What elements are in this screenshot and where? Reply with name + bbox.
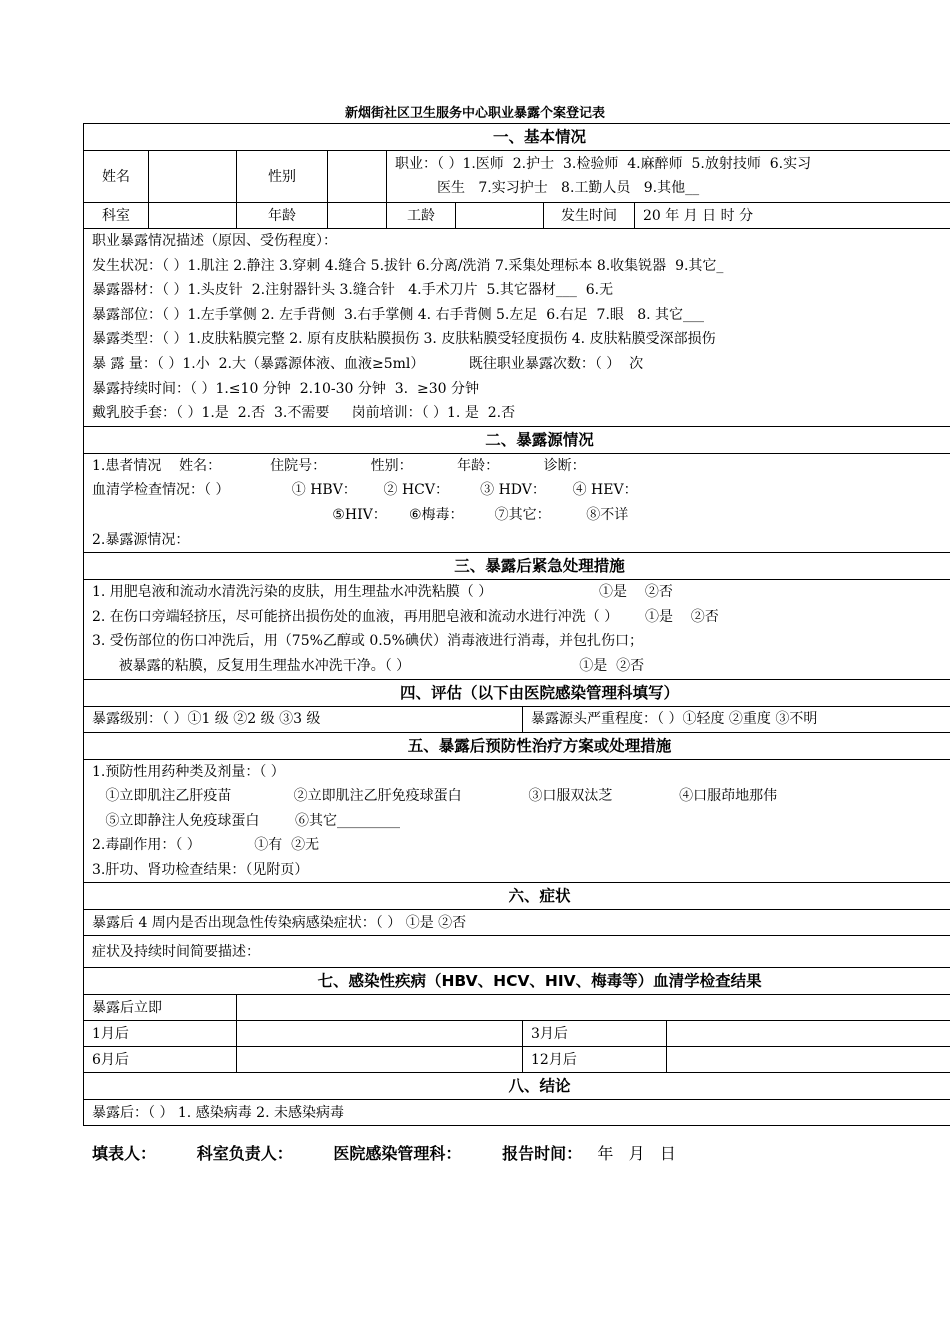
exposure-desc-line: 职业暴露情况描述（原因、受伤程度）：	[92, 233, 337, 249]
time-field[interactable]: 20 年 月 日 时 分	[635, 203, 950, 229]
occupation-cell[interactable]	[387, 151, 950, 203]
month-12-result-field[interactable]	[667, 1047, 950, 1073]
emergency-line-3: 3. 受伤部位的伤口冲洗后，用（75%乙醇或 0.5%碘伏）消毒液进行消毒，并包扎伤口；	[92, 633, 643, 650]
duration-line: 暴露持续时间：（ ）1.≤10 分钟 2.10-30 分钟 3. ≥30 分钟	[92, 380, 480, 397]
filler-label: 填表人：	[92, 1144, 157, 1163]
section-symptoms-heading: 六、症状	[84, 883, 950, 910]
report-date: 年 月 日	[597, 1144, 676, 1163]
section-treatment-heading: 五、暴露后预防性治疗方案或处理措施	[84, 732, 950, 759]
source-severity-field[interactable]: 暴露源头严重程度：（ ）①轻度 ②重度 ③不明	[523, 706, 950, 732]
type-line: 暴露类型：（ ）1.皮肤粘膜完整 2. 原有皮肤粘膜损伤 3. 皮肤粘膜受轻度损伤 4. 皮肤粘膜受深部损伤	[92, 331, 716, 348]
patient-line: 1.患者情况 姓名： 住院号： 性别： 年龄： 诊断：	[92, 457, 586, 474]
emergency-line-1: 1. 用肥皂液和流动水清洗污染的皮肤，用生理盐水冲洗粘膜（ ） ①是 ②否	[92, 584, 673, 601]
serology-line-2: ⑤HIV： ⑥梅毒： ⑦其它： ⑧不详	[92, 506, 629, 523]
month-3-label: 3月后	[523, 1021, 667, 1047]
exposure-detail-block[interactable]	[84, 229, 950, 427]
section-serology-heading: 七、感染性疾病（HBV、HCV、HIV、梅毒等）血清学检查结果	[84, 968, 950, 995]
exposure-level-field[interactable]: 暴露级别：（ ）①1 级 ②2 级 ③3 级	[84, 706, 523, 732]
occupation-line-1: 职业：（ ）1.医师 2.护士 3.检验师 4.麻醉师 5.放射技师 6.实习	[395, 156, 812, 172]
emergency-line-2: 2. 在伤口旁端轻挤压，尽可能挤出损伤处的血液，再用肥皂液和流动水进行冲洗（ ） ①是 ②否	[92, 608, 719, 625]
emergency-block[interactable]	[84, 580, 950, 679]
age-label: 年龄	[237, 203, 328, 229]
month-12-label: 12月后	[523, 1047, 667, 1073]
emergency-line-4: 被暴露的粘膜，反复用生理盐水冲洗干净。（ ） ①是 ②否	[92, 657, 645, 674]
amount-line: 暴 露 量：（ ）1.小 2.大（暴露源体液、血液≥5ml） 既往职业暴露次数：（ ） 次	[92, 355, 644, 372]
month-1-label: 1月后	[84, 1021, 237, 1047]
signature-footer	[92, 1141, 676, 1164]
work-years-label: 工龄	[387, 203, 456, 229]
infection-dept-label: 医院感染管理科：	[333, 1144, 462, 1163]
symptom-description-field[interactable]: 症状及持续时间简要描述：	[84, 936, 950, 968]
month-3-result-field[interactable]	[667, 1021, 950, 1047]
section-assessment-heading: 四、评估（以下由医院感染管理科填写）	[84, 679, 950, 706]
gender-label: 性别	[237, 151, 328, 203]
month-1-result-field[interactable]	[237, 1021, 523, 1047]
treatment-block[interactable]	[84, 759, 950, 883]
work-years-field[interactable]	[456, 203, 544, 229]
drug-options-line-1: ①立即肌注乙肝疫苗 ②立即肌注乙肝免疫球蛋白 ③口服双汰芝 ④口服茚地那伟	[92, 788, 778, 805]
serology-line-1: 血清学检查情况：（ ） ① HBV： ② HCV： ③ HDV： ④ HEV：	[92, 482, 638, 499]
month-6-label: 6月后	[84, 1047, 237, 1073]
registration-form	[83, 123, 895, 1126]
report-time-label: 报告时间：	[502, 1144, 583, 1163]
time-label: 发生时间	[544, 203, 635, 229]
age-field[interactable]	[328, 203, 387, 229]
dept-head-label: 科室负责人：	[196, 1144, 293, 1163]
conclusion-field[interactable]: 暴露后：（ ） 1. 感染病毒 2. 未感染病毒	[84, 1100, 950, 1126]
dept-field[interactable]	[149, 203, 237, 229]
section-emergency-heading: 三、暴露后紧急处理措施	[84, 553, 950, 580]
liver-kidney-line: 3.肝功、肾功检查结果：（见附页）	[92, 861, 309, 878]
drug-options-line-2: ⑤立即静注人免疫球蛋白 ⑥其它_________	[92, 812, 400, 829]
name-field[interactable]	[149, 151, 237, 203]
device-line: 暴露器材：（ ）1.头皮针 2.注射器针头 3.缝合针 4.手术刀片 5.其它器材___ 6.无	[92, 282, 614, 299]
section-basic-heading: 一、基本情况	[84, 124, 950, 151]
occurrence-line: 发生状况：（ ）1.肌注 2.静注 3.穿刺 4.缝合 5.拔针 6.分离/洗消 7.采集处理标本 8.收集锐器 9.其它_	[92, 257, 724, 274]
site-line: 暴露部位：（ ）1.左手掌侧 2. 左手背侧 3.右手掌侧 4. 右手背侧 5.左足 6.右足 7.眼 8. 其它___	[92, 306, 705, 323]
source-situation-line: 2.暴露源情况：	[92, 531, 190, 548]
section-conclusion-heading: 八、结论	[84, 1073, 950, 1100]
gender-field[interactable]	[328, 151, 387, 203]
occupation-line-2: 医生 7.实习护士 8.工勤人员 9.其他__	[437, 180, 700, 196]
form-title: 新烟街社区卫生服务中心职业暴露个案登记表	[344, 106, 605, 121]
immediate-result-field[interactable]	[237, 995, 950, 1021]
dept-label: 科室	[84, 203, 149, 229]
gloves-line: 戴乳胶手套：（ ）1.是 2.否 3.不需要 岗前培训：（ ）1. 是 2.否	[92, 405, 516, 422]
section-source-heading: 二、暴露源情况	[84, 426, 950, 453]
drug-line: 1.预防性用药种类及剂量：（ ）	[92, 763, 285, 780]
name-label: 姓名	[84, 151, 149, 203]
side-effect-line: 2.毒副作用：（ ） ①有 ②无	[92, 837, 320, 854]
immediate-label: 暴露后立即	[84, 995, 237, 1021]
symptom-question-field[interactable]: 暴露后 4 周内是否出现急性传染病感染症状：（ ） ①是 ②否	[84, 910, 950, 936]
month-6-result-field[interactable]	[237, 1047, 523, 1073]
source-block[interactable]	[84, 453, 950, 552]
